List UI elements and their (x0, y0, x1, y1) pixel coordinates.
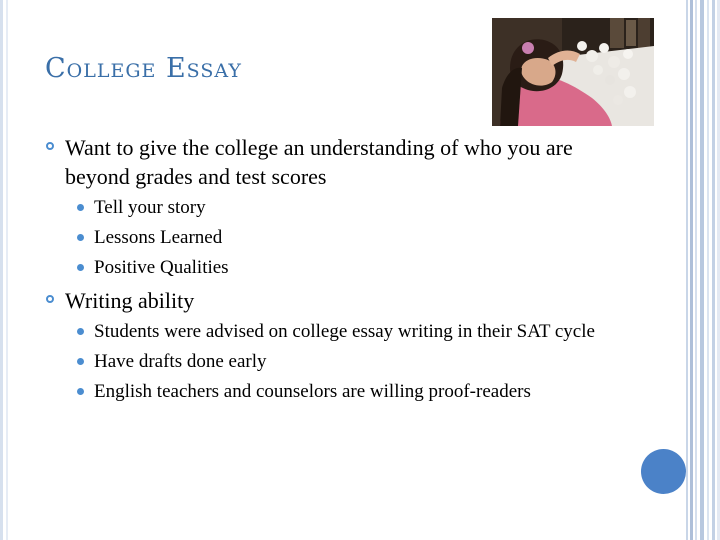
bullet-text: Want to give the college an understanding of who you are beyond grades and test scores (65, 135, 573, 189)
bullet-item (45, 286, 635, 315)
stripe (700, 0, 704, 540)
sub-bullet-item (45, 379, 635, 404)
sub-bullet-text: Lessons Learned (94, 227, 223, 248)
sub-bullet-list (45, 195, 635, 280)
sub-bullet-text: Have drafts done early (94, 351, 267, 372)
decorative-circle-icon (641, 449, 686, 494)
stripe (690, 0, 693, 540)
sub-bullet-text: English teachers and counselors are willing proof-readers (94, 381, 531, 402)
slide-content (45, 130, 635, 410)
dot-bullet-icon (77, 234, 84, 241)
stripe (686, 0, 688, 540)
bullet-text: Writing ability (65, 288, 195, 313)
slide-title: College Essay (45, 53, 242, 84)
sub-bullet-item (45, 349, 635, 374)
sub-bullet-item (45, 195, 635, 220)
left-border-strip-inner (6, 0, 8, 540)
stripe (695, 0, 697, 540)
student-photo-icon (492, 18, 654, 126)
sub-bullet-list (45, 319, 635, 404)
dot-bullet-icon (77, 358, 84, 365)
sub-bullet-text: Tell your story (94, 197, 206, 218)
sub-bullet-item (45, 319, 635, 344)
dot-bullet-icon (77, 264, 84, 271)
dot-bullet-icon (77, 204, 84, 211)
student-photo-illustration (492, 18, 654, 126)
sub-bullet-item (45, 255, 635, 280)
right-decorative-stripes (686, 0, 720, 540)
dot-bullet-icon (77, 388, 84, 395)
stripe (707, 0, 709, 540)
bullet-item (45, 133, 635, 191)
sub-bullet-text: Positive Qualities (94, 257, 229, 278)
sub-bullet-item (45, 225, 635, 250)
sub-bullet-text: Students were advised on college essay writing in their SAT cycle (94, 321, 595, 342)
circle-bullet-icon (46, 142, 54, 150)
left-border-strip (0, 0, 3, 540)
dot-bullet-icon (77, 328, 84, 335)
stripe (712, 0, 715, 540)
circle-bullet-icon (46, 295, 54, 303)
